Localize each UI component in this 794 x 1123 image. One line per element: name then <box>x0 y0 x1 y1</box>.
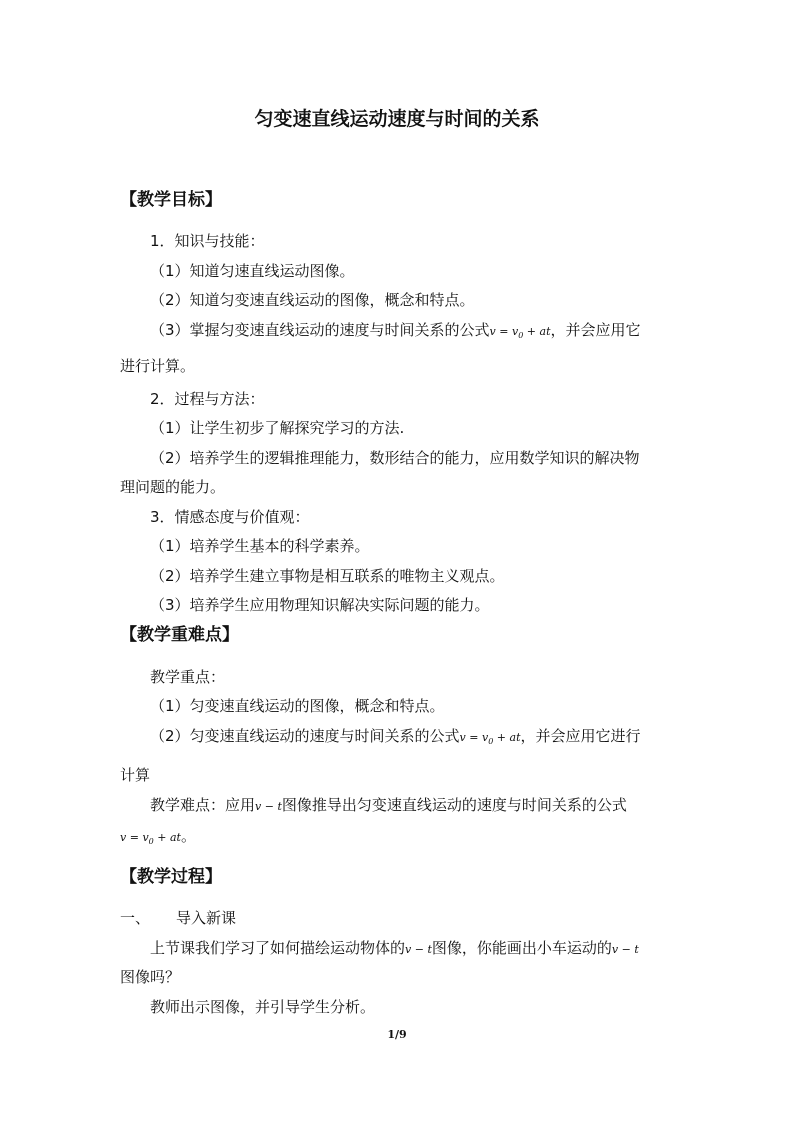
key-point-1: （1）匀变速直线运动的图像，概念和特点。 <box>150 697 445 715</box>
objective-process-2-cont: 理问题的能力。 <box>120 478 226 496</box>
formula-vt: v − t <box>255 800 282 813</box>
intro-paragraph: 上节课我们学习了如何描绘运动物体的v − t图像，你能画出小车运动的v − t <box>150 939 639 957</box>
difficulty: 教学难点：应用v − t图像推导出匀变速直线运动的速度与时间关系的公式 <box>150 796 627 814</box>
part-number: 一、 <box>120 909 151 927</box>
objective-attitude-3: （3）培养学生应用物理知识解决实际问题的能力。 <box>150 596 490 614</box>
formula-vt: v − t <box>405 943 432 956</box>
key-point-2: （2）匀变速直线运动的速度与时间关系的公式$v = v_0$ + at，并会应用它进行 <box>150 727 641 747</box>
formula-velocity: $v = v_0$ + at <box>120 831 181 847</box>
objective-process: 2．过程与方法： <box>150 390 265 408</box>
objective-attitude-2: （2）培养学生建立事物是相互联系的唯物主义观点。 <box>150 567 505 585</box>
heading-process: 【教学过程】 <box>120 867 222 887</box>
teacher-paragraph: 教师出示图像，并引导学生分析。 <box>150 998 376 1016</box>
objective-knowledge: 1．知识与技能： <box>150 232 265 250</box>
objective-attitude: 3．情感态度与价值观： <box>150 508 310 526</box>
objective-knowledge-2: （2）知道匀变速直线运动的图像，概念和特点。 <box>150 291 475 309</box>
intro-paragraph-cont: 图像吗？ <box>120 968 181 986</box>
key-point-label: 教学重点： <box>150 668 226 686</box>
objective-knowledge-3-cont: 进行计算。 <box>120 357 196 375</box>
page-title: 匀变速直线运动速度与时间的关系 <box>254 108 540 130</box>
objective-knowledge-1: （1）知道匀速直线运动图像。 <box>150 262 355 280</box>
part-title: 导入新课 <box>176 909 237 927</box>
formula-vt: v − t <box>611 943 639 956</box>
objective-knowledge-3: （3）掌握匀变速直线运动的速度与时间关系的公式$v = v_0$ + at，并会应用它 <box>150 321 641 341</box>
key-point-2-cont: 计算 <box>120 766 151 784</box>
formula-velocity: $v = v_0$ + at <box>459 731 521 747</box>
heading-objectives: 【教学目标】 <box>120 190 222 210</box>
difficulty-cont: $v = v_0$ + at。 <box>120 827 196 847</box>
objective-process-1: （1）让学生初步了解探究学习的方法. <box>150 419 405 437</box>
formula-velocity: $v = v_0$ + at <box>489 325 551 341</box>
heading-key-points: 【教学重难点】 <box>120 625 239 645</box>
objective-process-2: （2）培养学生的逻辑推理能力，数形结合的能力，应用数学知识的解决物 <box>150 449 640 467</box>
page-number: 1/9 <box>387 1028 407 1041</box>
objective-attitude-1: （1）培养学生基本的科学素养。 <box>150 537 370 555</box>
